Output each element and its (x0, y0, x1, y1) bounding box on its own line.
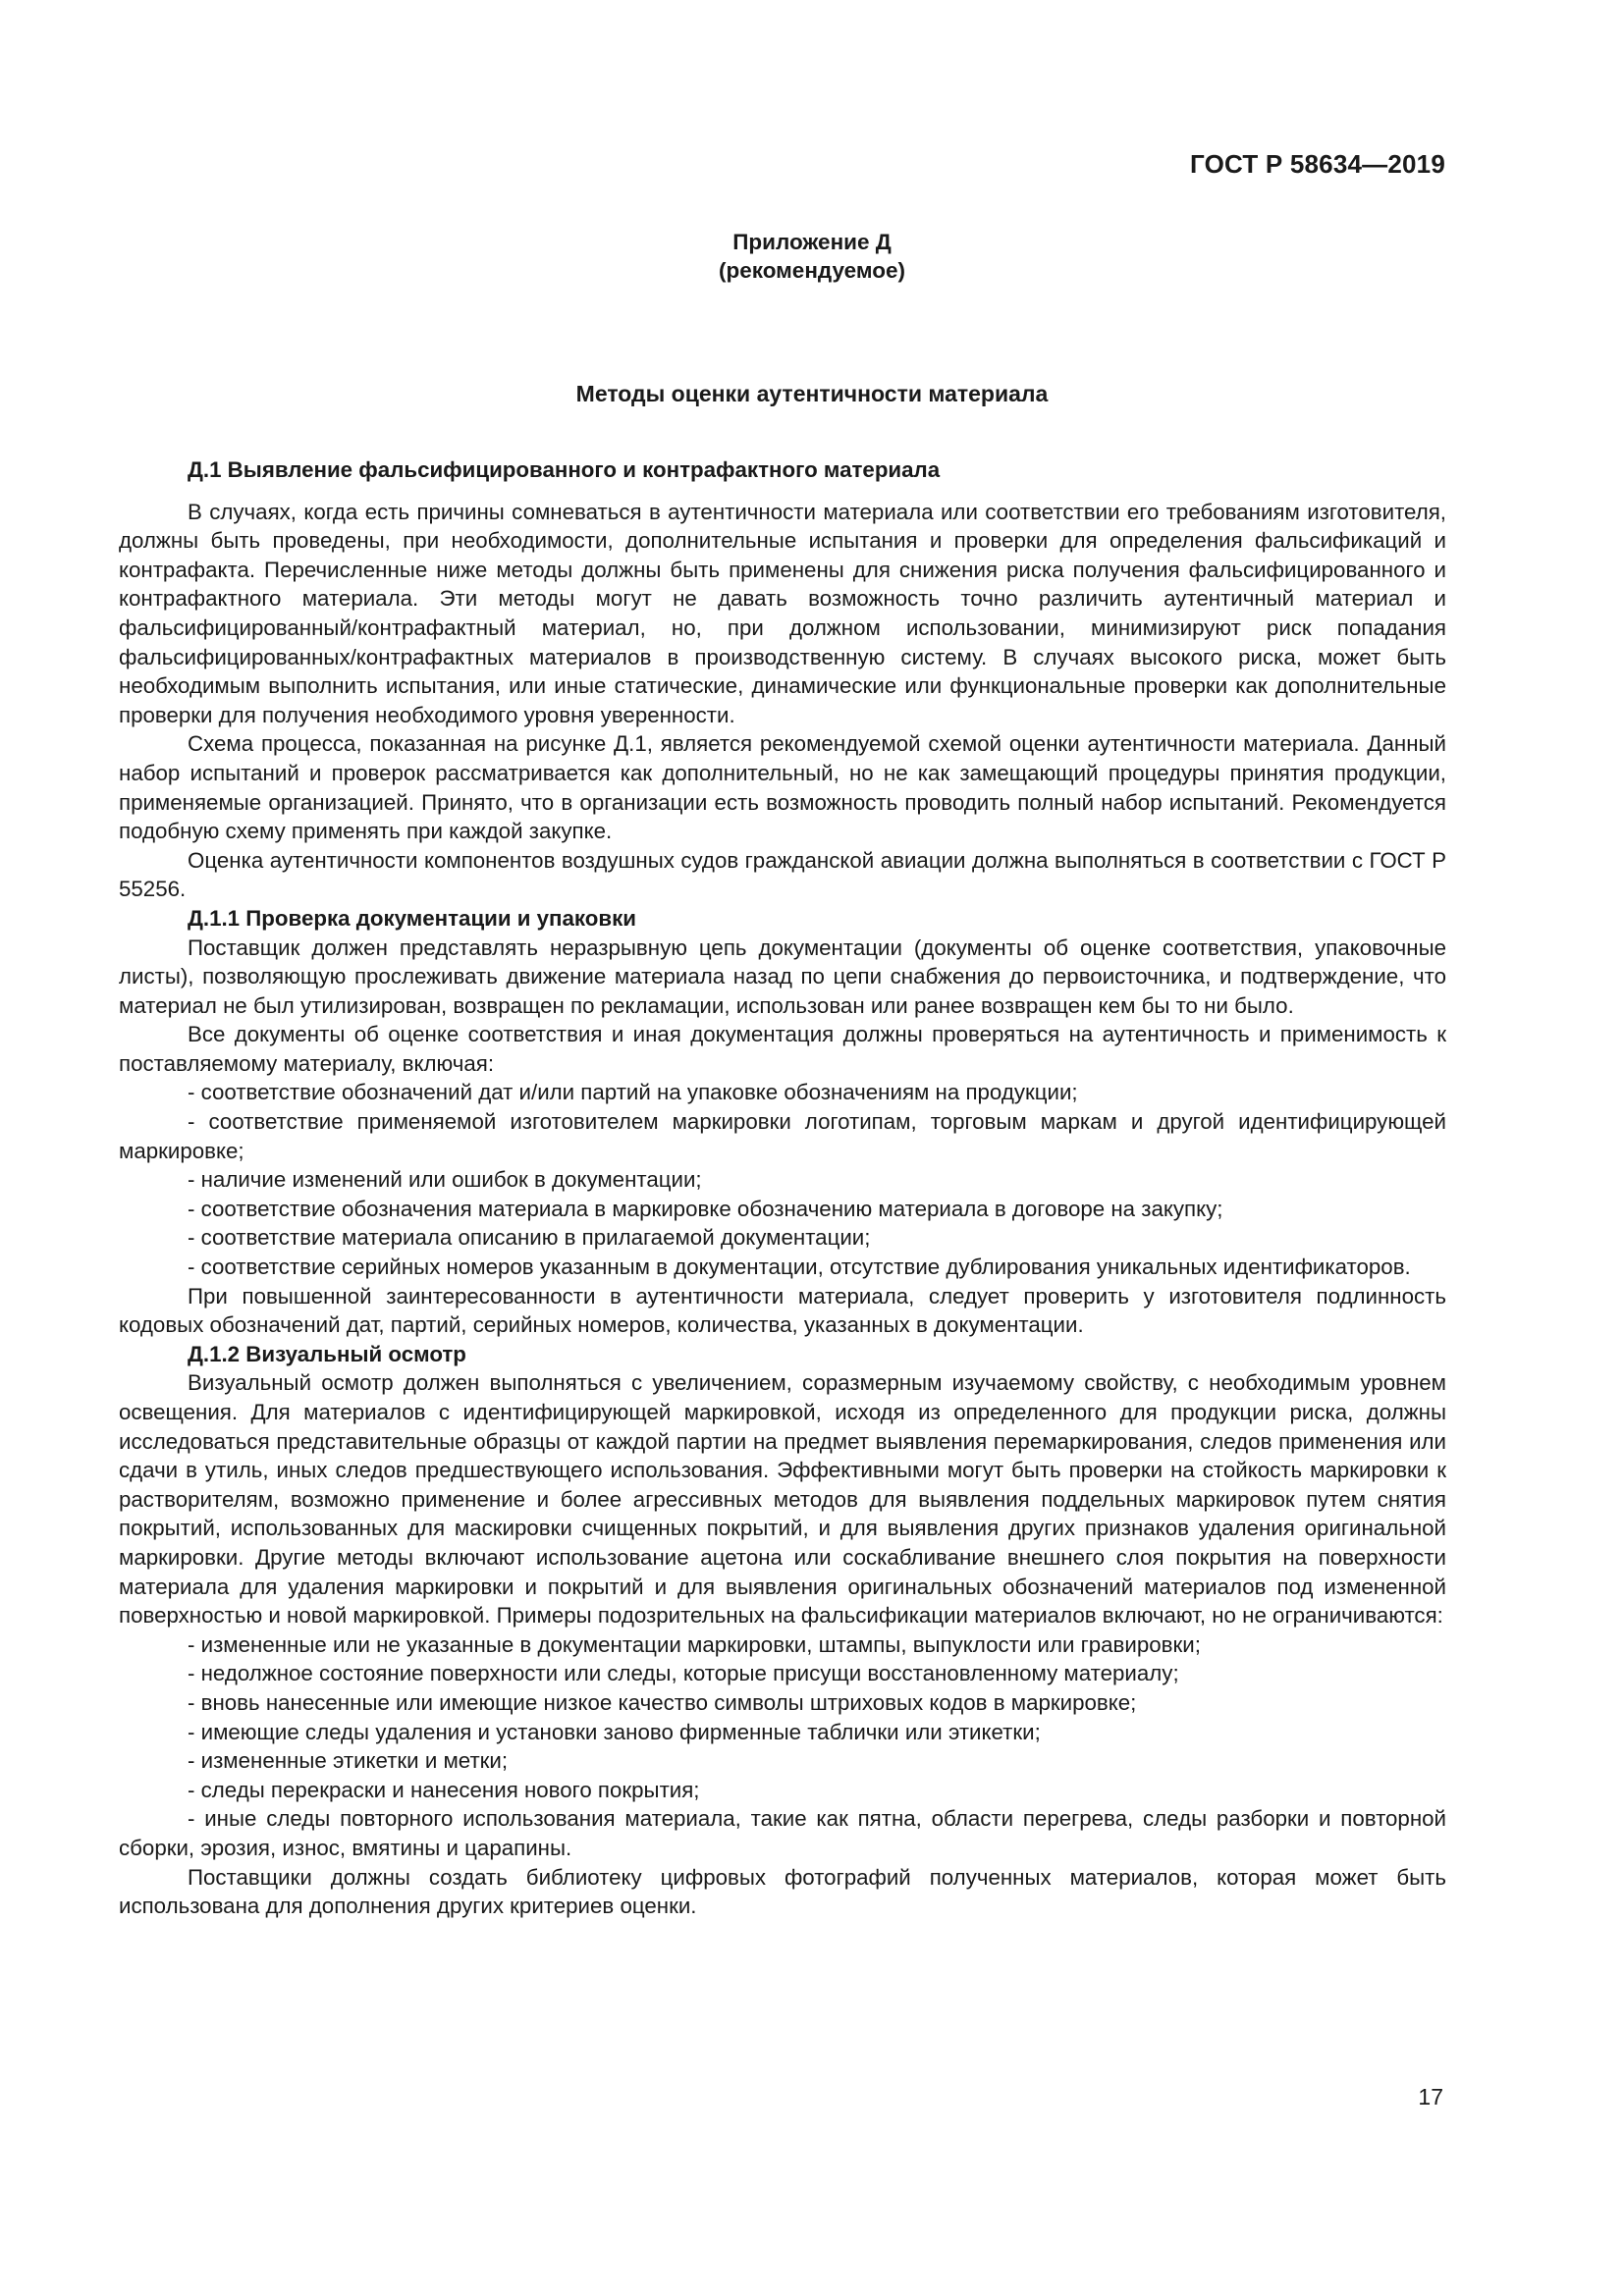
annex-header (0, 228, 1624, 285)
list-item: - иные следы повторного использования материала, такие как пятна, области перегрева, следы разборки и повторной сборки, эрозия, износ, вмятины и царапины. (119, 1806, 1446, 1860)
main-title: Методы оценки аутентичности материала (575, 381, 1049, 406)
list-item: - соответствие обозначения материала в маркировке обозначению материала в договоре на закупку; (188, 1196, 1223, 1221)
section-d12-paragraph: Визуальный осмотр должен выполняться с увеличением, соразмерным изучаемому свойству, с необходимым уровнем освещения. Для материалов с идентифицирующей маркировкой, исходя из определенного для продукции риска, должны исследоваться представительные образцы от каждой партии на предмет выявления перемаркирования, следов применения или сдачи в утиль, иных следов предшествующего использования. Эффективными могут быть проверки на стойкость маркировки к растворителям, возможно применение и более агрессивных методов для выявления поддельных маркировок путем снятия покрытий, использованных для маскировки счищенных покрытий, и для выявления других признаков удаления оригинальной маркировки. Другие методы включают использование ацетона или соскабливание внешнего слоя покрытия на поверхности материала для удаления маркировки и покрытий и для выявления оригинальных обозначений материалов под измененной поверхностью и новой маркировкой. Примеры подозрительных на фальсификации материалов включают, но не ограничиваются: (119, 1370, 1446, 1629)
section-d1-heading: Д.1 Выявление фальсифицированного и контрафактного материала (188, 457, 941, 482)
section-d12-heading: Д.1.2 Визуальный осмотр (188, 1341, 466, 1366)
list-item: - недолжное состояние поверхности или следы, которые присущи восстановленному материалу; (188, 1661, 1179, 1686)
list-item: - следы перекраски и нанесения нового покрытия; (188, 1777, 700, 1802)
section-d11-closing: При повышенной заинтересованности в аутентичности материала, следует проверить у изготовителя подлинность кодовых обозначений дат, партий, серийных номеров, количества, указанных в документации. (119, 1283, 1446, 1338)
list-item: - соответствие применяемой изготовителем маркировки логотипам, торговым маркам и другой идентифицирующей маркировке; (119, 1109, 1446, 1163)
annex-title: Приложение Д (732, 230, 892, 254)
list-item: - имеющие следы удаления и установки заново фирменные таблички или этикетки; (188, 1719, 1041, 1744)
section-d1-paragraph: В случаях, когда есть причины сомневаться в аутентичности материала или соответствии его требованиям изготовителя, должны быть проведены, при необходимости, дополнительные испытания и проверки для определения фальсификаций и контрафакта. Перечисленные ниже методы должны быть применены для снижения риска получения фальсифицированного и контрафактного материала. Эти методы могут не давать возможность точно различить аутентичный материал и фальсифицированный/контрафактный материал, но, при должном использовании, минимизируют риск попадания фальсифицированных/контрафактных материалов в производственную систему. В случаях высокого риска, может быть необходимым выполнить испытания, или иные статические, динамические или функциональные проверки как дополнительные проверки для получения необходимого уровня уверенности. (119, 499, 1446, 727)
section-d1-paragraph: Оценка аутентичности компонентов воздушных судов гражданской авиации должна выполняться в соответствии с ГОСТ Р 55256. (119, 847, 1446, 902)
list-item: - измененные или не указанные в документации маркировки, штампы, выпуклости или гравировки; (188, 1631, 1201, 1657)
page-number: 17 (1418, 2084, 1443, 2109)
list-item: - соответствие обозначений дат и/или партий на упаковке обозначениям на продукции; (188, 1080, 1078, 1105)
list-item: - соответствие материала описанию в прилагаемой документации; (188, 1225, 871, 1251)
section-d11-paragraph: Все документы об оценке соответствия и иная документация должны проверяться на аутентичность и применимость к поставляемому материалу, включая: (119, 1022, 1446, 1076)
list-item: - наличие изменений или ошибок в документации; (188, 1167, 702, 1193)
document-code: ГОСТ Р 58634—2019 (1190, 149, 1445, 179)
section-d1-paragraph: Схема процесса, показанная на рисунке Д.1, является рекомендуемой схемой оценки аутентичности материала. Данный набор испытаний и проверок рассматривается как дополнительный, но не как замещающий процедуры принятия продукции, применяемые организацией. Принято, что в организации есть возможность проводить полный набор испытаний. Рекомендуется подобную схему применять при каждой закупке. (119, 731, 1446, 844)
list-item: - вновь нанесенные или имеющие низкое качество символы штриховых кодов в маркировке; (188, 1689, 1137, 1715)
section-d12-closing: Поставщики должны создать библиотеку цифровых фотографий полученных материалов, которая может быть использована для дополнения других критериев оценки. (119, 1864, 1446, 1919)
document-body (119, 455, 1446, 1921)
section-d11-heading: Д.1.1 Проверка документации и упаковки (188, 905, 636, 931)
annex-kind: (рекомендуемое) (719, 258, 905, 283)
section-d11-paragraph: Поставщик должен представлять неразрывную цепь документации (документы об оценке соответствия, упаковочные листы), позволяющую прослеживать движение материала назад по цепи снабжения до первоисточника, и подтверждение, что материал не был утилизирован, возвращен по рекламации, использован или ранее возвращен кем бы то ни было. (119, 934, 1446, 1018)
list-item: - соответствие серийных номеров указанным в документации, отсутствие дублирования уникальных идентификаторов. (188, 1255, 1411, 1280)
list-item: - измененные этикетки и метки; (188, 1748, 509, 1774)
